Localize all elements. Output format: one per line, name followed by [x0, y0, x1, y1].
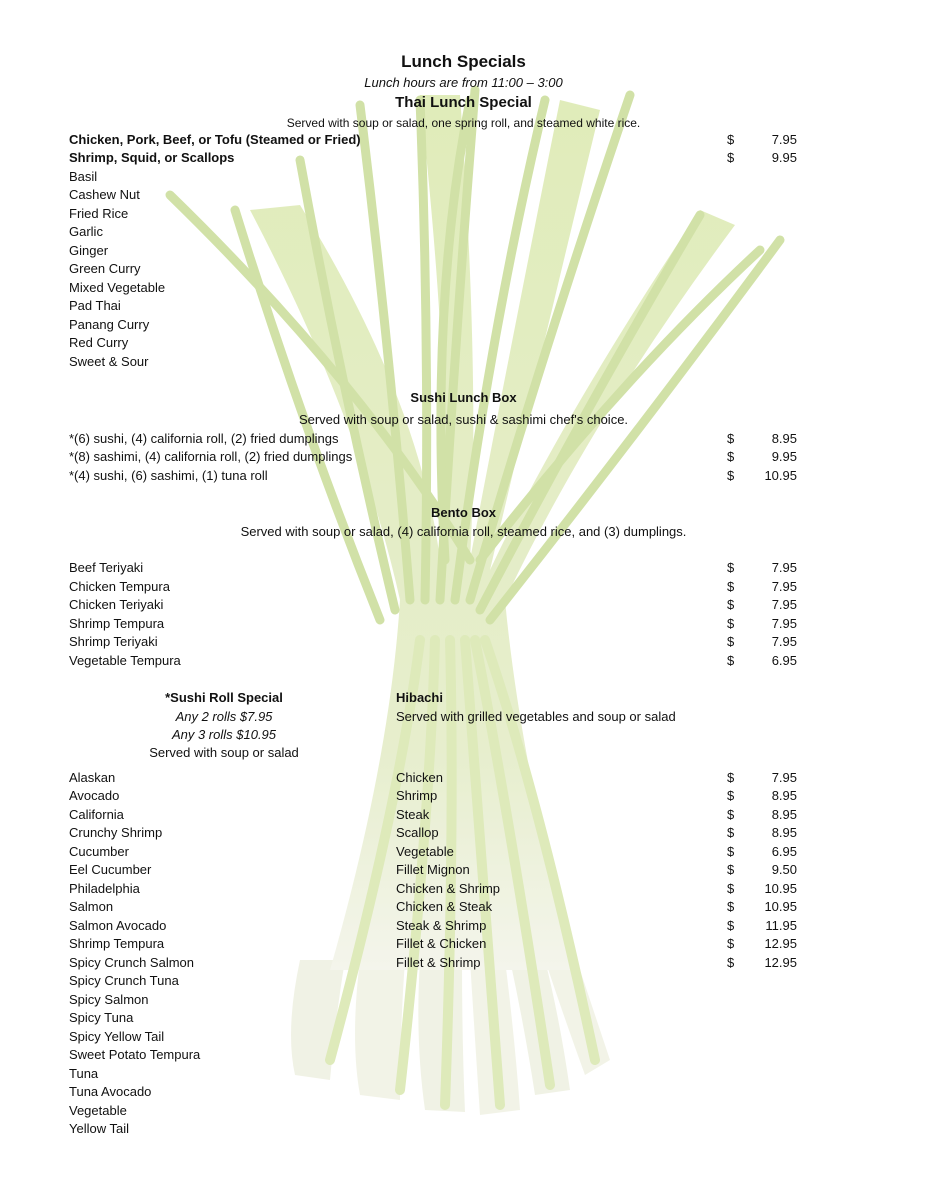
sushi-box-price	[727, 448, 797, 466]
currency-symbol: $	[727, 579, 735, 594]
currency-symbol: $	[727, 918, 735, 933]
currency-symbol: $	[727, 788, 735, 803]
sushi-box-item: *(6) sushi, (4) california roll, (2) fried dumplings	[69, 431, 339, 446]
sushi-roll-title: *Sushi Roll Special	[165, 690, 283, 705]
sushi-box-title: Sushi Lunch Box	[410, 390, 517, 405]
bento-item: Vegetable Tempura	[69, 653, 181, 668]
sushi-roll-item: Alaskan	[69, 770, 116, 785]
bento-description: Served with soup or salad, (4) california roll, steamed rice, and (3) dumplings.	[240, 524, 687, 539]
sushi-roll-note: Served with soup or salad	[149, 745, 299, 760]
thai-section-title: Thai Lunch Special	[395, 94, 532, 111]
hibachi-item: Fillet & Chicken	[396, 936, 487, 951]
currency-symbol: $	[727, 881, 735, 896]
sushi-box-item: *(8) sashimi, (4) california roll, (2) fried dumplings	[69, 449, 353, 464]
sushi-roll-item: Spicy Salmon	[69, 992, 149, 1007]
currency-symbol: $	[727, 449, 735, 464]
thai-dish: Fried Rice	[69, 206, 129, 221]
currency-symbol: $	[727, 936, 735, 951]
sushi-roll-item: Avocado	[69, 788, 120, 803]
currency-symbol: $	[727, 955, 735, 970]
bento-item: Shrimp Tempura	[69, 616, 165, 631]
price-amount: 7.95	[771, 597, 797, 612]
bento-price	[727, 596, 797, 614]
sushi-roll-item: California	[69, 807, 124, 822]
hibachi-item: Scallop	[396, 825, 439, 840]
hibachi-price	[727, 787, 797, 805]
sushi-box-description: Served with soup or salad, sushi & sashimi chef's choice.	[298, 412, 629, 427]
price-amount: 12.95	[764, 955, 797, 970]
hibachi-price	[727, 935, 797, 953]
sushi-roll-item: Crunchy Shrimp	[69, 825, 163, 840]
sushi-roll-item: Sweet Potato Tempura	[69, 1047, 201, 1062]
price-amount: 11.95	[765, 918, 797, 933]
currency-symbol: $	[727, 770, 735, 785]
currency-symbol: $	[727, 825, 735, 840]
hibachi-price	[727, 806, 797, 824]
bento-item: Chicken Teriyaki	[69, 597, 164, 612]
hibachi-title: Hibachi	[396, 690, 443, 705]
sushi-roll-item: Spicy Tuna	[69, 1010, 134, 1025]
price-amount: 10.95	[764, 899, 797, 914]
bento-price	[727, 633, 797, 651]
sushi-roll-item: Spicy Crunch Tuna	[69, 973, 179, 988]
price-amount: 7.95	[771, 132, 797, 147]
sushi-roll-item: Salmon	[69, 899, 114, 914]
thai-dish: Red Curry	[69, 335, 129, 350]
hibachi-item: Chicken & Shrimp	[396, 881, 501, 896]
currency-symbol: $	[727, 807, 735, 822]
sushi-roll-item: Vegetable	[69, 1103, 127, 1118]
currency-symbol: $	[727, 899, 735, 914]
hibachi-price	[727, 769, 797, 787]
hibachi-price	[727, 880, 797, 898]
price-amount: 7.95	[771, 560, 797, 575]
hibachi-item: Steak	[396, 807, 430, 822]
bento-title: Bento Box	[431, 505, 496, 520]
hibachi-item: Chicken	[396, 770, 443, 785]
sushi-roll-item: Shrimp Tempura	[69, 936, 165, 951]
price-amount: 8.95	[771, 431, 797, 446]
hibachi-price	[727, 954, 797, 972]
thai-dish: Cashew Nut	[69, 187, 140, 202]
hibachi-description: Served with grilled vegetables and soup or salad	[396, 709, 676, 724]
currency-symbol: $	[727, 150, 735, 165]
sushi-box-price	[727, 430, 797, 448]
price-amount: 9.95	[771, 449, 797, 464]
currency-symbol: $	[727, 597, 735, 612]
sushi-roll-item: Yellow Tail	[69, 1121, 129, 1136]
currency-symbol: $	[727, 132, 735, 147]
price-amount: 7.95	[771, 579, 797, 594]
bento-price	[727, 578, 797, 596]
sushi-roll-item: Cucumber	[69, 844, 129, 859]
thai-dish: Sweet & Sour	[69, 354, 149, 369]
currency-symbol: $	[727, 634, 735, 649]
sushi-roll-item: Tuna	[69, 1066, 99, 1081]
thai-section-description: Served with soup or salad, one spring roll, and steamed white rice.	[286, 116, 641, 130]
bento-price	[727, 559, 797, 577]
price-amount: 8.95	[771, 807, 797, 822]
sushi-roll-item: Spicy Crunch Salmon	[69, 955, 194, 970]
sushi-roll-item: Eel Cucumber	[69, 862, 152, 877]
price-amount: 7.95	[771, 770, 797, 785]
currency-symbol: $	[727, 560, 735, 575]
currency-symbol: $	[727, 616, 735, 631]
bento-price	[727, 652, 797, 670]
hibachi-price	[727, 917, 797, 935]
lunch-hours: Lunch hours are from 11:00 – 3:00	[364, 75, 563, 90]
price-amount: 10.95	[764, 468, 797, 483]
hibachi-price	[727, 843, 797, 861]
sushi-box-item: *(4) sushi, (6) sashimi, (1) tuna roll	[69, 468, 268, 483]
hibachi-item: Steak & Shrimp	[396, 918, 487, 933]
price-amount: 10.95	[764, 881, 797, 896]
sushi-box-price	[727, 467, 797, 485]
currency-symbol: $	[727, 431, 735, 446]
thai-option-label: Chicken, Pork, Beef, or Tofu (Steamed or Fried)	[69, 132, 361, 147]
hibachi-item: Fillet & Shrimp	[396, 955, 481, 970]
sushi-roll-offer: Any 3 rolls $10.95	[171, 727, 277, 742]
bento-item: Shrimp Teriyaki	[69, 634, 158, 649]
thai-dish: Ginger	[69, 243, 109, 258]
thai-option-price	[727, 149, 797, 167]
thai-option-price	[727, 131, 797, 149]
bento-price	[727, 615, 797, 633]
price-amount: 8.95	[771, 825, 797, 840]
price-amount: 7.95	[771, 634, 797, 649]
currency-symbol: $	[727, 653, 735, 668]
thai-dish: Panang Curry	[69, 317, 150, 332]
price-amount: 6.95	[771, 653, 797, 668]
hibachi-price	[727, 861, 797, 879]
price-amount: 8.95	[771, 788, 797, 803]
hibachi-item: Shrimp	[396, 788, 438, 803]
hibachi-item: Vegetable	[396, 844, 454, 859]
bento-item: Chicken Tempura	[69, 579, 170, 594]
sushi-roll-item: Spicy Yellow Tail	[69, 1029, 165, 1044]
thai-option-label: Shrimp, Squid, or Scallops	[69, 150, 235, 165]
hibachi-price	[727, 898, 797, 916]
price-amount: 6.95	[771, 844, 797, 859]
page-title: Lunch Specials	[401, 52, 526, 71]
currency-symbol: $	[727, 862, 735, 877]
price-amount: 9.95	[771, 150, 797, 165]
hibachi-item: Fillet Mignon	[396, 862, 470, 877]
bento-item: Beef Teriyaki	[69, 560, 144, 575]
hibachi-price	[727, 824, 797, 842]
sushi-roll-item: Tuna Avocado	[69, 1084, 152, 1099]
price-amount: 9.50	[771, 862, 797, 877]
price-amount: 12.95	[764, 936, 797, 951]
currency-symbol: $	[727, 844, 735, 859]
sushi-roll-item: Salmon Avocado	[69, 918, 167, 933]
sushi-roll-offer: Any 2 rolls $7.95	[175, 709, 273, 724]
thai-dish: Pad Thai	[69, 298, 121, 313]
thai-dish: Mixed Vegetable	[69, 280, 166, 295]
sushi-roll-item: Philadelphia	[69, 881, 140, 896]
price-amount: 7.95	[771, 616, 797, 631]
hibachi-item: Chicken & Steak	[396, 899, 493, 914]
thai-dish: Garlic	[69, 224, 103, 239]
thai-dish: Basil	[69, 169, 98, 184]
currency-symbol: $	[727, 468, 735, 483]
thai-dish: Green Curry	[69, 261, 141, 276]
